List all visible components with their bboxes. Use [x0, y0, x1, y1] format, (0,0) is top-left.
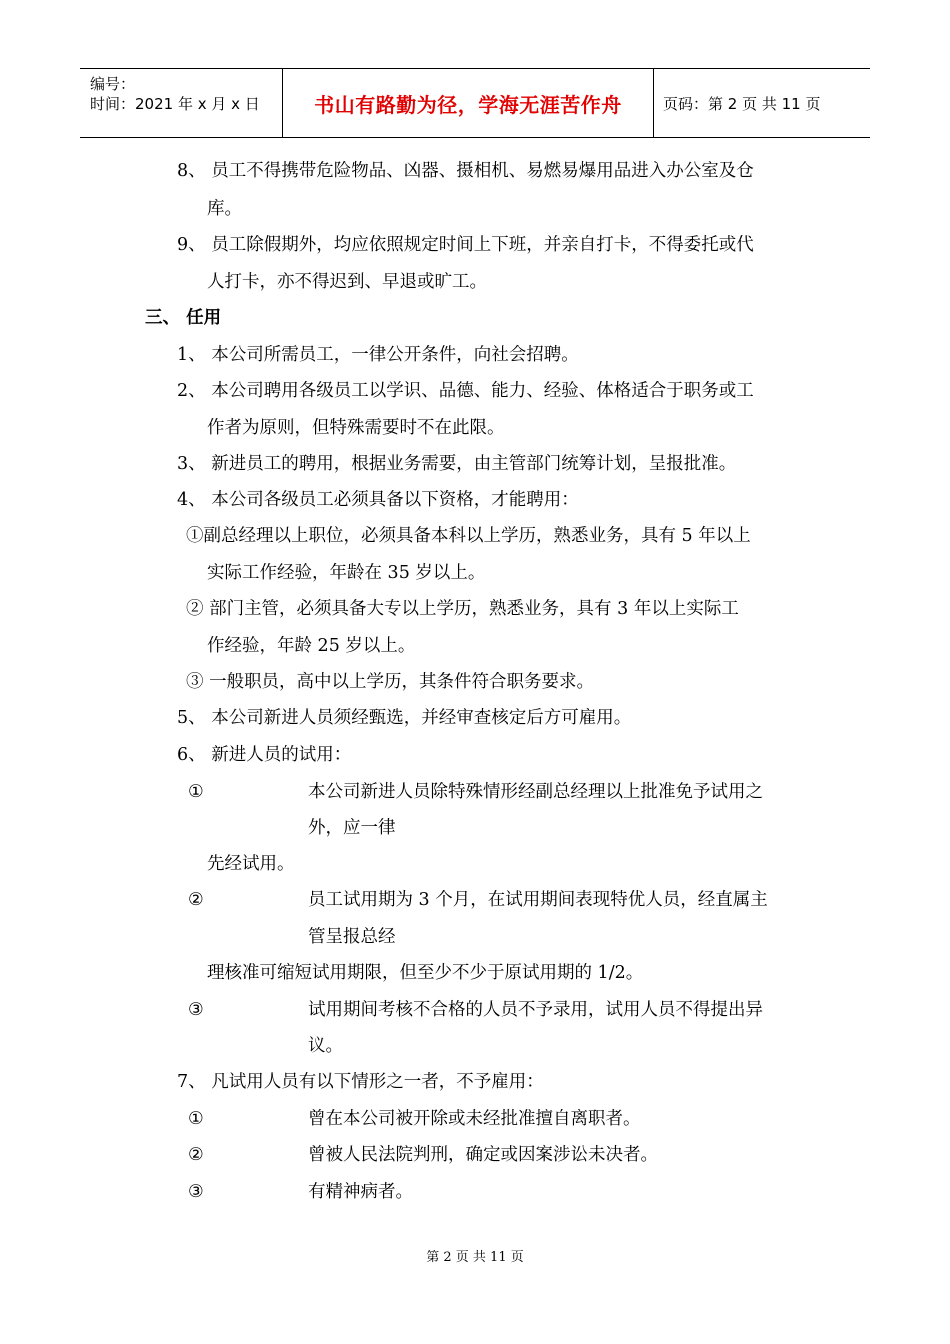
- header-motto: [282, 69, 654, 137]
- hiring-item-6: 6、 新进人员的试用：: [177, 745, 352, 765]
- hiring-item-1: 1、 本公司所需员工，一律公开条件，向社会招聘。: [177, 345, 579, 365]
- exclusion-3: 有精神病者。: [308, 1182, 413, 1202]
- rule-8-line-2: 库。: [207, 199, 242, 219]
- exclusion-marker-1: ①: [188, 1109, 204, 1129]
- page-info-text: 页码：第 2 页 共 11 页: [663, 94, 821, 113]
- hiring-item-3: 3、 新进员工的聘用，根据业务需要，由主管部门统筹计划，呈报批准。: [177, 454, 737, 474]
- number-label: 编号：: [90, 75, 136, 93]
- hiring-item-5: 5、 本公司新进人员须经甄选，并经审查核定后方可雇用。: [177, 708, 632, 728]
- document-header: [80, 68, 870, 138]
- probation-1-line-1: 本公司新进人员除特殊情形经副总经理以上批准免予试用之: [308, 782, 763, 802]
- hiring-item-2-line-2: 作者为原则，但特殊需要时不在此限。: [207, 418, 505, 438]
- page-footer: 第 2 页 共 11 页: [426, 1250, 524, 1265]
- probation-1-line-3: 先经试用。: [207, 854, 295, 874]
- rule-8-line-1: 8、 员工不得携带危险物品、凶器、摄相机、易燃易爆用品进入办公室及仓: [177, 161, 754, 181]
- qualification-2-line-2: 作经验，年龄 25 岁以上。: [207, 636, 416, 656]
- exclusion-2: 曾被人民法院判刑，确定或因案涉讼未决者。: [308, 1145, 658, 1165]
- hiring-item-7: 7、 凡试用人员有以下情形之一者，不予雇用：: [177, 1072, 544, 1092]
- probation-2-line-3: 理核准可缩短试用期限，但至少不少于原试用期的 1/2。: [207, 963, 644, 983]
- time-label: 时间：2021 年 x 月 x 日: [90, 95, 260, 113]
- probation-marker-2: ②: [188, 890, 204, 910]
- hiring-item-4: 4、 本公司各级员工必须具备以下资格，才能聘用：: [177, 490, 579, 510]
- rule-9-line-1: 9、 员工除假期外，均应依照规定时间上下班，并亲自打卡，不得委托或代: [177, 235, 754, 255]
- probation-2-line-1: 员工试用期为 3 个月，在试用期间表现特优人员，经直属主: [308, 890, 768, 910]
- exclusion-marker-2: ②: [188, 1145, 204, 1165]
- probation-marker-3: ③: [188, 1000, 204, 1020]
- header-page-info: [653, 69, 870, 137]
- motto-text: 书山有路勤为径，学海无涯苦作舟: [314, 92, 622, 117]
- rule-9-line-2: 人打卡，亦不得迟到、早退或旷工。: [207, 272, 487, 292]
- qualification-1-line-2: 实际工作经验，年龄在 35 岁以上。: [207, 563, 486, 583]
- hiring-item-2-line-1: 2、 本公司聘用各级员工以学识、品德、能力、经验、体格适合于职务或工: [177, 381, 754, 401]
- header-meta: [80, 69, 282, 137]
- exclusion-marker-3: ③: [188, 1182, 204, 1202]
- probation-1-line-2: 外，应一律: [308, 818, 396, 838]
- probation-2-line-2: 管呈报总经: [308, 927, 396, 947]
- qualification-1-line-1: ①副总经理以上职位，必须具备本科以上学历，熟悉业务，具有 5 年以上: [186, 526, 751, 546]
- exclusion-1: 曾在本公司被开除或未经批准擅自离职者。: [308, 1109, 641, 1129]
- probation-3-line-1: 试用期间考核不合格的人员不予录用，试用人员不得提出异: [308, 1000, 763, 1020]
- qualification-3: ③ 一般职员，高中以上学历，其条件符合职务要求。: [186, 672, 595, 692]
- section-heading-hiring: 三、 任用: [145, 308, 222, 328]
- probation-3-line-2: 议。: [308, 1036, 343, 1056]
- qualification-2-line-1: ② 部门主管，必须具备大专以上学历，熟悉业务，具有 3 年以上实际工: [186, 599, 739, 619]
- probation-marker-1: ①: [188, 782, 204, 802]
